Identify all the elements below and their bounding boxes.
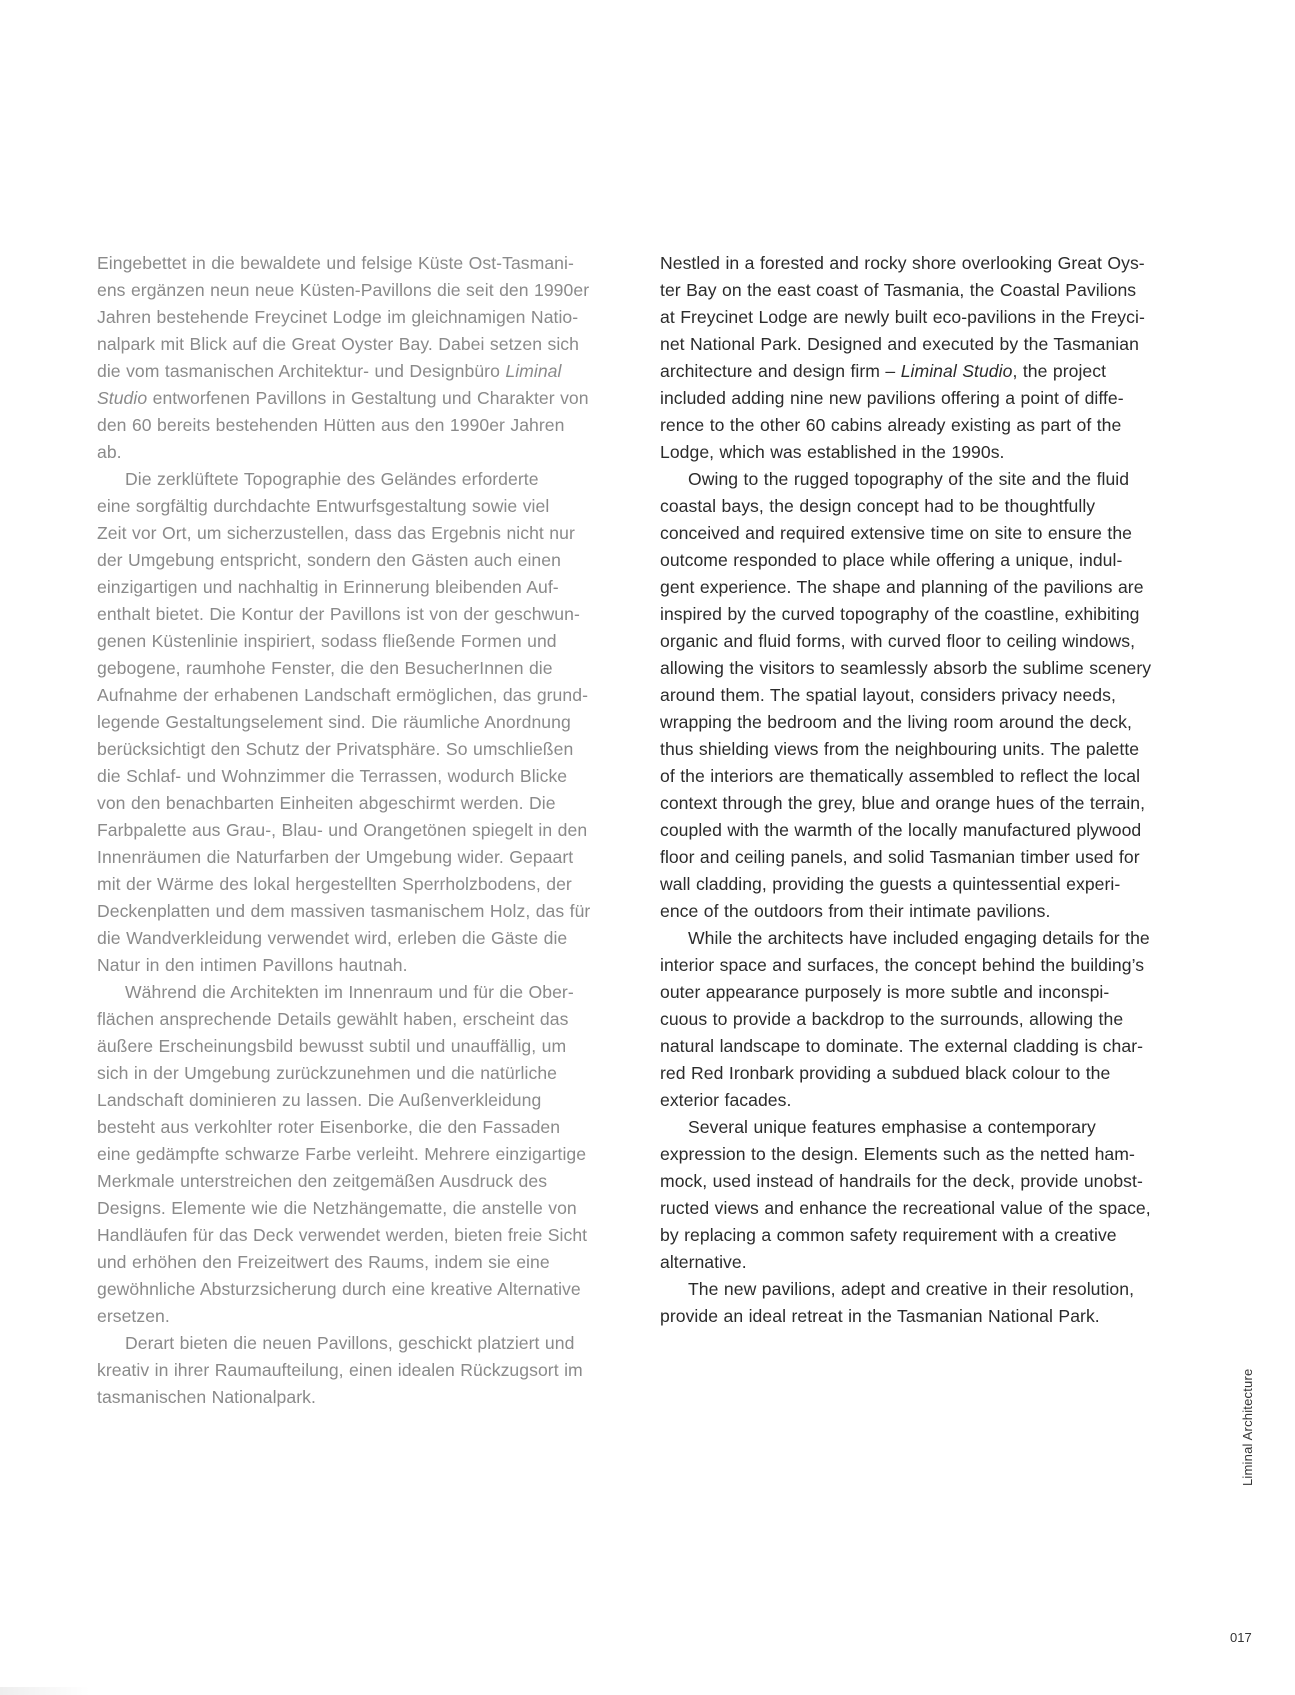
- text-line: Merkmale unterstreichen den zeitgemäßen Ausdruck des: [97, 1171, 548, 1191]
- text-line: legende Gestaltungselement sind. Die räumliche Anordnung: [97, 712, 571, 732]
- text-run: die vom tasmanischen Architektur- und Designbüro: [97, 361, 506, 381]
- page-number: 017: [1230, 1630, 1252, 1645]
- studio-name-italic: Studio: [97, 388, 148, 408]
- text-line: enthalt bietet. Die Kontur der Pavillons ist von der geschwun-: [97, 604, 580, 624]
- text-line: rence to the other 60 cabins already existing as part of the: [660, 415, 1122, 435]
- text-line: wrapping the bedroom and the living room around the deck,: [660, 712, 1132, 732]
- text-line: [97, 385, 635, 412]
- german-paragraph-4: [97, 1330, 635, 1411]
- text-line: by replacing a common safety requirement with a creative: [660, 1225, 1117, 1245]
- text-line: sich in der Umgebung zurückzunehmen und die natürliche: [97, 1063, 557, 1083]
- text-line: die Schlaf- und Wohnzimmer die Terrassen, wodurch Blicke: [97, 766, 568, 786]
- text-line: Landschaft dominieren zu lassen. Die Außenverkleidung: [97, 1090, 542, 1110]
- english-paragraph-3: [660, 925, 1198, 1114]
- german-paragraph-2: [97, 466, 635, 979]
- text-line: organic and fluid forms, with curved floor to ceiling windows,: [660, 631, 1136, 651]
- text-line: Die zerklüftete Topographie des Geländes erforderte: [125, 469, 539, 489]
- text-line: outcome responded to place while offering a unique, indul-: [660, 550, 1123, 570]
- text-line: context through the grey, blue and orange hues of the terrain,: [660, 793, 1146, 813]
- text-line: genen Küstenlinie inspiriert, sodass fließende Formen und: [97, 631, 557, 651]
- text-line: inspired by the curved topography of the coastline, exhibiting: [660, 604, 1140, 624]
- text-line: Owing to the rugged topography of the site and the fluid: [688, 469, 1130, 489]
- text-line: den 60 bereits bestehenden Hütten aus den 1990er Jahren: [97, 415, 565, 435]
- text-line: berücksichtigt den Schutz der Privatsphäre. So umschließen: [97, 739, 574, 759]
- text-line: Natur in den intimen Pavillons hautnah.: [97, 955, 408, 975]
- text-line: at Freycinet Lodge are newly built eco-pavilions in the Freyci-: [660, 307, 1145, 327]
- text-line: conceived and required extensive time on site to ensure the: [660, 523, 1133, 543]
- text-line: [660, 358, 1198, 385]
- text-line: wall cladding, providing the guests a quintessential experi-: [660, 874, 1121, 894]
- german-text-column: [97, 250, 635, 1411]
- text-line: der Umgebung entspricht, sondern den Gästen auch einen: [97, 550, 561, 570]
- text-line: net National Park. Designed and executed by the Tasmanian: [660, 334, 1139, 354]
- text-line: around them. The spatial layout, considers privacy needs,: [660, 685, 1116, 705]
- studio-name-italic: Liminal: [505, 361, 562, 381]
- text-line: Jahren bestehende Freycinet Lodge im gleichnamigen Natio-: [97, 307, 579, 327]
- text-line: Designs. Elemente wie die Netzhängematte, die anstelle von: [97, 1198, 577, 1218]
- text-line: exterior facades.: [660, 1090, 792, 1110]
- text-line: kreativ in ihrer Raumaufteilung, einen idealen Rückzugsort im: [97, 1360, 583, 1380]
- text-line: nalpark mit Blick auf die Great Oyster Bay. Dabei setzen sich: [97, 334, 579, 354]
- text-line: The new pavilions, adept and creative in their resolution,: [688, 1279, 1135, 1299]
- text-run: entworfenen Pavillons in Gestaltung und Charakter von: [147, 388, 589, 408]
- text-line: ence of the outdoors from their intimate pavilions.: [660, 901, 1051, 921]
- text-line: [97, 358, 635, 385]
- english-paragraph-2: [660, 466, 1198, 925]
- text-line: und erhöhen den Freizeitwert des Raums, indem sie eine: [97, 1252, 550, 1272]
- text-line: expression to the design. Elements such as the netted ham-: [660, 1144, 1135, 1164]
- text-line: Derart bieten die neuen Pavillons, geschickt platziert und: [125, 1333, 575, 1353]
- text-line: Lodge, which was established in the 1990s.: [660, 442, 1005, 462]
- text-line: von den benachbarten Einheiten abgeschirmt werden. Die: [97, 793, 556, 813]
- text-line: eine gedämpfte schwarze Farbe verleiht. Mehrere einzigartige: [97, 1144, 587, 1164]
- text-line: ab.: [97, 442, 122, 462]
- text-line: thus shielding views from the neighbouring units. The palette: [660, 739, 1140, 759]
- text-line: While the architects have included engaging details for the: [688, 928, 1150, 948]
- studio-name-italic: Liminal Studio: [900, 361, 1013, 381]
- page-edge-shadow: [0, 1687, 90, 1695]
- text-line: Aufnahme der erhabenen Landschaft ermöglichen, das grund-: [97, 685, 588, 705]
- text-line: Während die Architekten im Innenraum und für die Ober-: [125, 982, 574, 1002]
- text-line: floor and ceiling panels, and solid Tasmanian timber used for: [660, 847, 1140, 867]
- text-line: of the interiors are thematically assembled to reflect the local: [660, 766, 1141, 786]
- text-line: besteht aus verkohlter roter Eisenborke, die den Fassaden: [97, 1117, 561, 1137]
- english-paragraph-1: [660, 250, 1198, 466]
- text-line: alternative.: [660, 1252, 747, 1272]
- text-line: mock, used instead of handrails for the deck, provide unobst-: [660, 1171, 1143, 1191]
- text-line: gent experience. The shape and planning of the pavilions are: [660, 577, 1144, 597]
- text-line: Eingebettet in die bewaldete und felsige Küste Ost-Tasmani-: [97, 253, 574, 273]
- text-line: cuous to provide a backdrop to the surrounds, allowing the: [660, 1009, 1124, 1029]
- german-paragraph-1: [97, 250, 635, 466]
- text-line: Zeit vor Ort, um sicherzustellen, dass das Ergebnis nicht nur: [97, 523, 575, 543]
- text-line: coupled with the warmth of the locally manufactured plywood: [660, 820, 1142, 840]
- text-line: mit der Wärme des lokal hergestellten Sperrholzbodens, der: [97, 874, 572, 894]
- running-header-vertical: Liminal Architecture: [1240, 1368, 1255, 1486]
- english-paragraph-5: [660, 1276, 1198, 1330]
- text-line: flächen ansprechende Details gewählt haben, erscheint das: [97, 1009, 569, 1029]
- text-line: ter Bay on the east coast of Tasmania, the Coastal Pavilions: [660, 280, 1137, 300]
- text-run: , the project: [1012, 361, 1107, 381]
- text-line: Nestled in a forested and rocky shore overlooking Great Oys-: [660, 253, 1145, 273]
- text-line: die Wandverkleidung verwendet wird, erleben die Gäste die: [97, 928, 568, 948]
- text-line: outer appearance purposely is more subtle and inconspi-: [660, 982, 1110, 1002]
- text-line: eine sorgfältig durchdachte Entwurfsgestaltung sowie viel: [97, 496, 550, 516]
- english-paragraph-4: [660, 1114, 1198, 1276]
- german-paragraph-3: [97, 979, 635, 1330]
- text-line: gebogene, raumhohe Fenster, die den BesucherInnen die: [97, 658, 553, 678]
- text-line: einzigartigen und nachhaltig in Erinnerung bleibenden Auf-: [97, 577, 559, 597]
- text-line: red Red Ironbark providing a subdued black colour to the: [660, 1063, 1111, 1083]
- text-line: Innenräumen die Naturfarben der Umgebung wider. Gepaart: [97, 847, 574, 867]
- text-line: Several unique features emphasise a contemporary: [688, 1117, 1096, 1137]
- english-text-column: [660, 250, 1198, 1330]
- text-line: interior space and surfaces, the concept behind the building’s: [660, 955, 1145, 975]
- text-line: ructed views and enhance the recreational value of the space,: [660, 1198, 1151, 1218]
- text-line: tasmanischen Nationalpark.: [97, 1387, 316, 1407]
- text-line: äußere Erscheinungsbild bewusst subtil und unauffällig, um: [97, 1036, 567, 1056]
- text-line: provide an ideal retreat in the Tasmanian National Park.: [660, 1306, 1100, 1326]
- text-line: Handläufen für das Deck verwendet werden, bieten freie Sicht: [97, 1225, 588, 1245]
- text-line: natural landscape to dominate. The external cladding is char-: [660, 1036, 1144, 1056]
- text-line: ens ergänzen neun neue Küsten-Pavillons die seit den 1990er: [97, 280, 590, 300]
- text-line: Farbpalette aus Grau-, Blau- und Orangetönen spiegelt in den: [97, 820, 588, 840]
- text-line: coastal bays, the design concept had to be thoughtfully: [660, 496, 1096, 516]
- text-line: ersetzen.: [97, 1306, 170, 1326]
- text-line: Deckenplatten und dem massiven tasmanischem Holz, das für: [97, 901, 591, 921]
- text-line: allowing the visitors to seamlessly absorb the sublime scenery: [660, 658, 1152, 678]
- text-run: architecture and design firm –: [660, 361, 901, 381]
- text-line: included adding nine new pavilions offering a point of diffe-: [660, 388, 1124, 408]
- text-line: gewöhnliche Absturzsicherung durch eine kreative Alternative: [97, 1279, 581, 1299]
